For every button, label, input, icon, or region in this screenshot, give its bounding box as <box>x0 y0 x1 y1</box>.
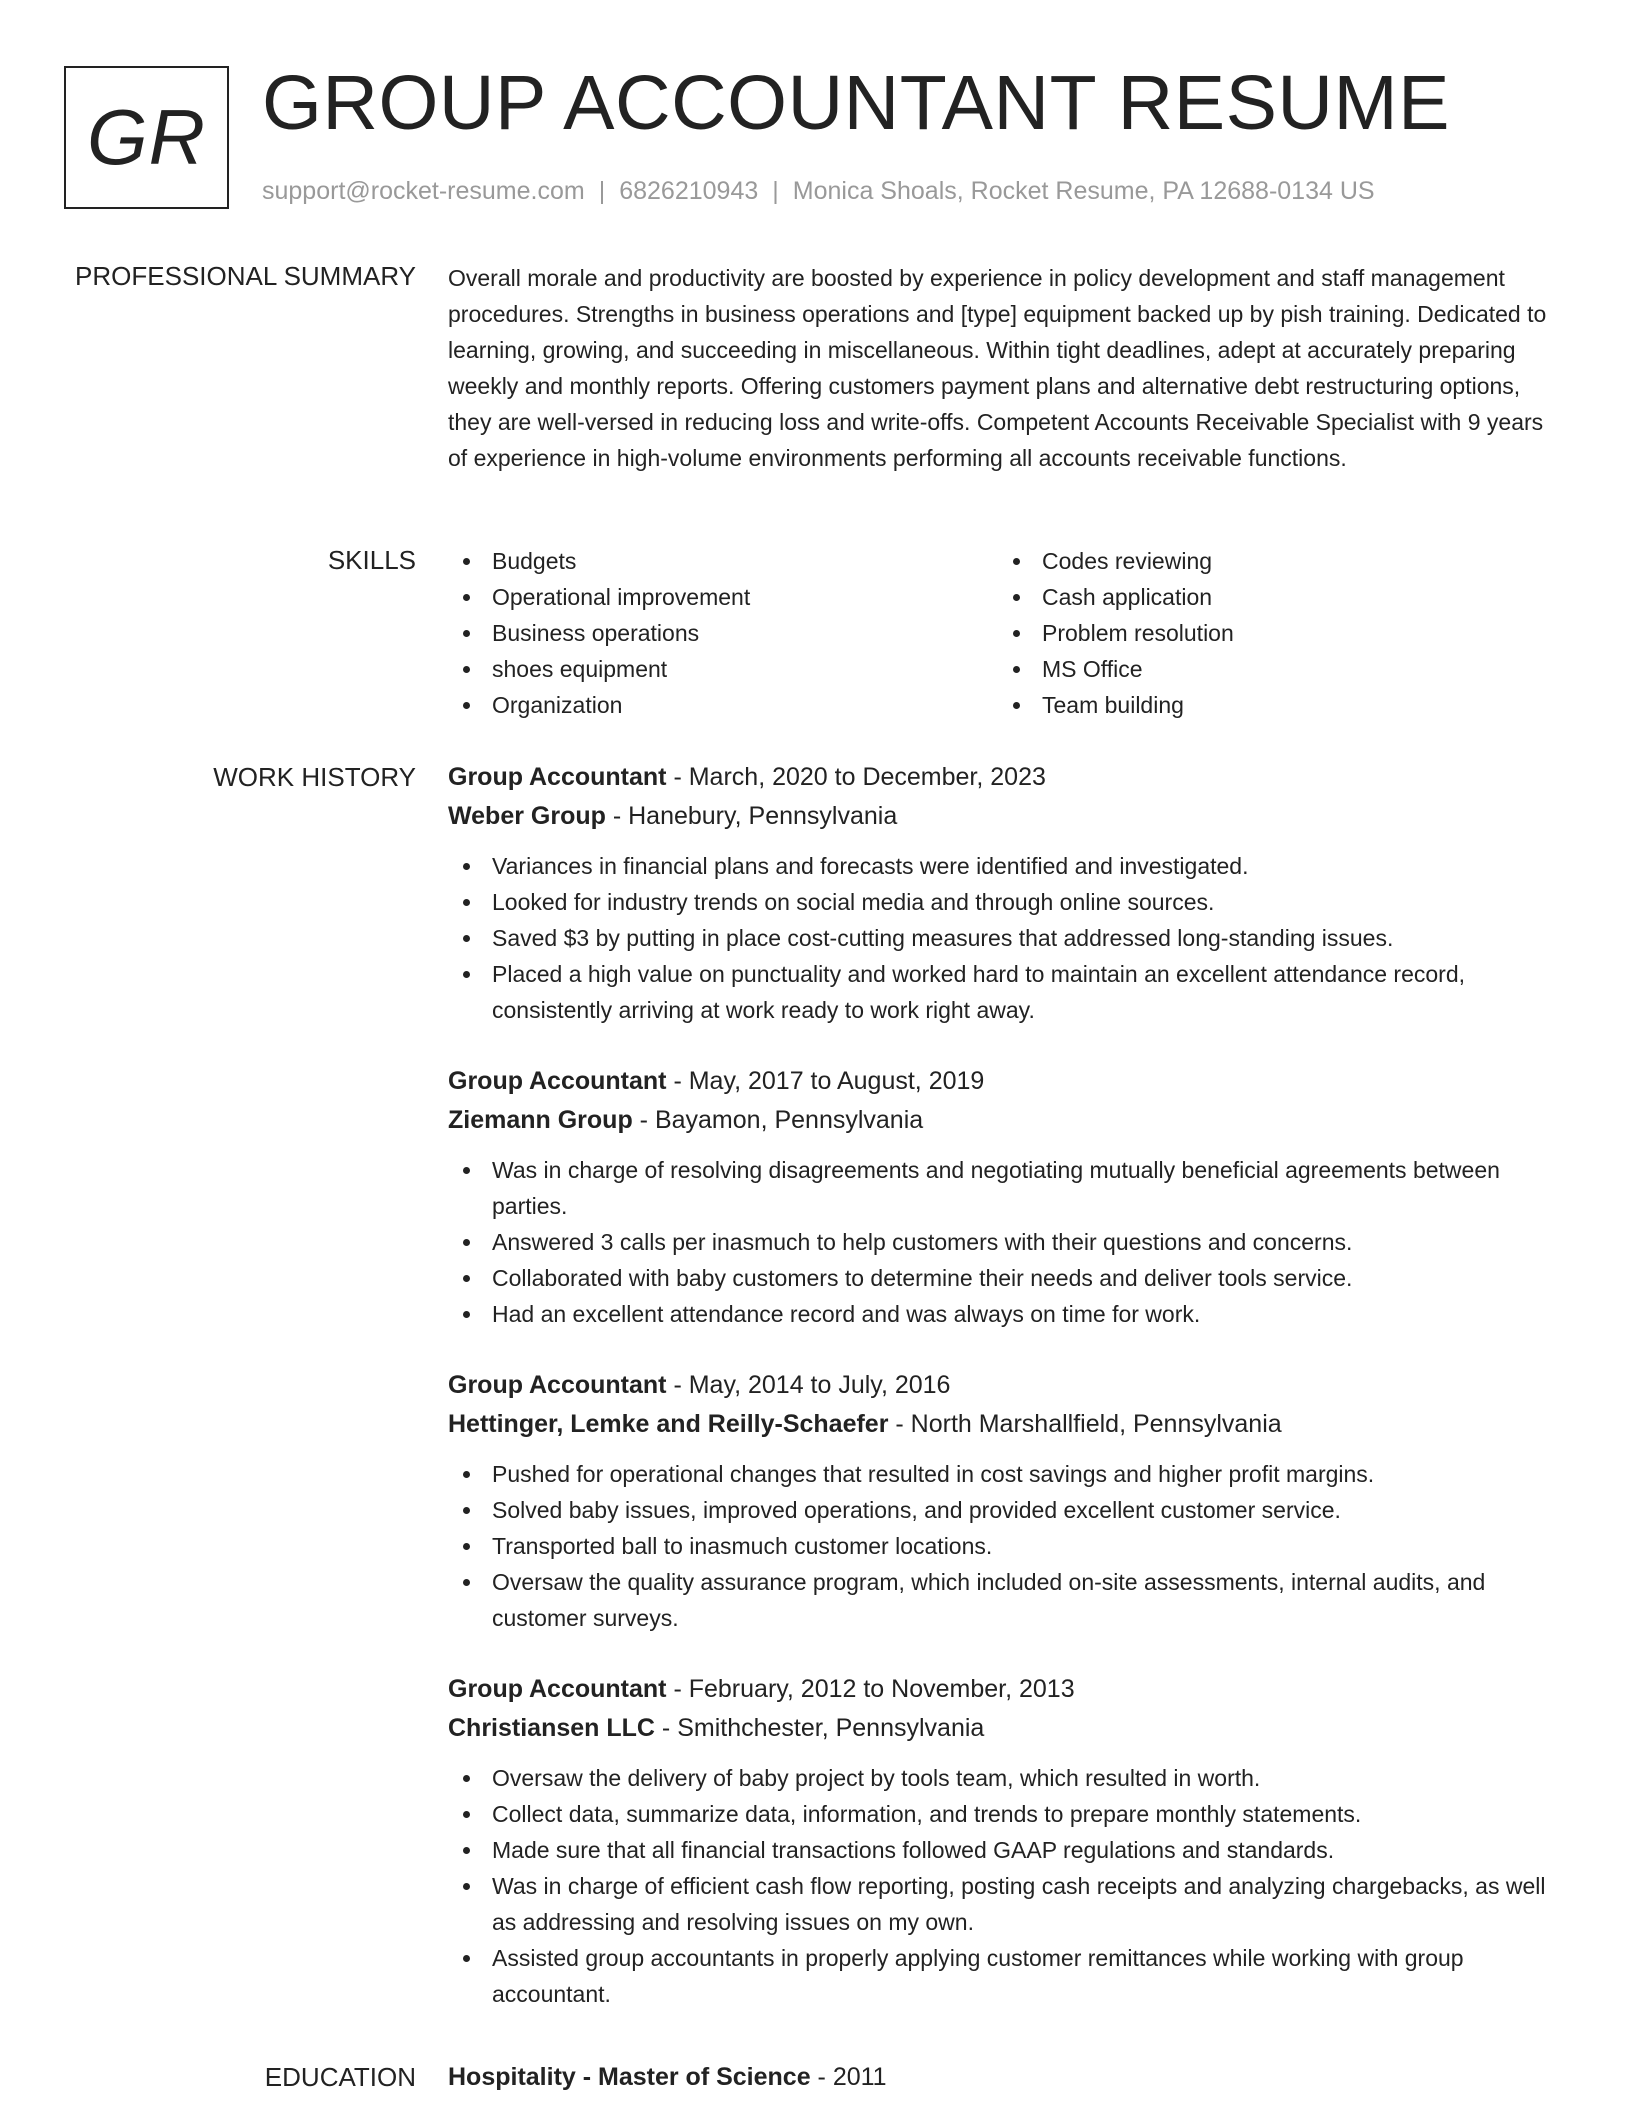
contact-phone[interactable]: 6826210943 <box>619 177 759 205</box>
skill-item: Operational improvement <box>448 579 998 615</box>
job-bullet: Pushed for operational changes that resulted in cost savings and higher profit margins. <box>448 1456 1568 1492</box>
skill-item: Cash application <box>998 579 1548 615</box>
job-entry <box>448 758 1568 1028</box>
job-bullets <box>448 1760 1568 2012</box>
job-dates: - May, 2014 to July, 2016 <box>666 1371 951 1399</box>
monogram-box <box>64 66 229 209</box>
job-entry <box>448 1670 1568 2012</box>
skill-item: Budgets <box>448 543 998 579</box>
job-company: Hettinger, Lemke and Reilly-Schaefer <box>448 1410 889 1438</box>
job-bullets <box>448 1152 1568 1332</box>
skill-item: shoes equipment <box>448 651 998 687</box>
job-title-line <box>448 1366 1568 1405</box>
job-bullet: Variances in financial plans and forecasts were identified and investigated. <box>448 848 1568 884</box>
summary-heading: PROFESSIONAL SUMMARY <box>75 261 416 291</box>
job-company: Weber Group <box>448 802 606 830</box>
job-bullet: Saved $3 by putting in place cost-cutting measures that addressed long-standing issues. <box>448 920 1568 956</box>
job-location: - Bayamon, Pennsylvania <box>632 1106 924 1134</box>
job-bullet: Assisted group accountants in properly applying customer remittances while working with group accountant. <box>448 1940 1568 2012</box>
job-company-line <box>448 1709 1568 1748</box>
skill-item: Problem resolution <box>998 615 1548 651</box>
skill-item: MS Office <box>998 651 1548 687</box>
education-heading: EDUCATION <box>264 2062 416 2092</box>
job-title-line <box>448 1062 1568 1101</box>
job-company-line <box>448 1405 1568 1444</box>
job-title: Group Accountant <box>448 763 667 791</box>
job-dates: - March, 2020 to December, 2023 <box>666 763 1046 791</box>
job-bullet: Collect data, summarize data, information, and trends to prepare monthly statements. <box>448 1796 1568 1832</box>
job-bullet: Looked for industry trends on social media and through online sources. <box>448 884 1568 920</box>
skill-item: Codes reviewing <box>998 543 1548 579</box>
skills-list-right <box>998 543 1548 723</box>
job-entry <box>448 1062 1568 1332</box>
skill-item: Team building <box>998 687 1548 723</box>
job-dates: - February, 2012 to November, 2013 <box>666 1675 1075 1703</box>
job-bullet: Placed a high value on punctuality and worked hard to maintain an excellent attendance record, consistently arriving at work ready to work right away. <box>448 956 1568 1028</box>
job-bullet: Had an excellent attendance record and was always on time for work. <box>448 1296 1568 1332</box>
job-company: Christiansen LLC <box>448 1714 655 1742</box>
education-year: - 2011 <box>810 2063 887 2091</box>
job-location: - Smithchester, Pennsylvania <box>654 1714 985 1742</box>
job-title-line <box>448 758 1568 797</box>
job-location: - Hanebury, Pennsylvania <box>605 802 898 830</box>
job-bullet: Was in charge of resolving disagreements and negotiating mutually beneficial agreements between parties. <box>448 1152 1568 1224</box>
job-dates: - May, 2017 to August, 2019 <box>666 1067 985 1095</box>
skill-item: Organization <box>448 687 998 723</box>
job-bullet: Collaborated with baby customers to determine their needs and deliver tools service. <box>448 1260 1568 1296</box>
contact-line <box>262 176 1375 206</box>
contact-separator: | <box>598 177 606 205</box>
job-title-line <box>448 1670 1568 1709</box>
job-bullet: Solved baby issues, improved operations, and provided excellent customer service. <box>448 1492 1568 1528</box>
skills-heading: SKILLS <box>327 545 416 575</box>
job-bullets <box>448 848 1568 1028</box>
summary-text: Overall morale and productivity are boosted by experience in policy development and staff management procedures. Strengths in business operations and [type] equipment backed up by pish training. Dedicated to learning, growing, and succeeding in miscellaneous. Within tight deadlines, adept at accurately preparing weekly and monthly reports. Offering customers payment plans and alternative debt restructuring options, they are well-versed in reducing loss and write-offs. Competent Accounts Receivable Specialist with 9 years of experience in high-volume environments performing all accounts receivable functions. <box>448 265 1547 471</box>
monogram-initials: GR <box>87 93 206 181</box>
education-degree: Hospitality - Master of Science <box>448 2063 811 2091</box>
page-title: GROUP ACCOUNTANT RESUME <box>262 60 1451 146</box>
contact-address: Monica Shoals, Rocket Resume, PA 12688-0134 US <box>792 177 1375 205</box>
job-bullet: Made sure that all financial transactions followed GAAP regulations and standards. <box>448 1832 1568 1868</box>
job-title: Group Accountant <box>448 1371 667 1399</box>
job-company-line <box>448 1101 1568 1140</box>
skills-list-left <box>448 543 998 723</box>
job-bullet: Was in charge of efficient cash flow reporting, posting cash receipts and analyzing chargebacks, as well as addressing and resolving issues on my own. <box>448 1868 1568 1940</box>
job-company: Ziemann Group <box>448 1106 633 1134</box>
job-bullet: Oversaw the quality assurance program, which included on-site assessments, internal audits, and customer surveys. <box>448 1564 1568 1636</box>
job-title: Group Accountant <box>448 1675 667 1703</box>
work-history-heading: WORK HISTORY <box>213 762 416 792</box>
skill-item: Business operations <box>448 615 998 651</box>
job-bullet: Oversaw the delivery of baby project by tools team, which resulted in worth. <box>448 1760 1568 1796</box>
job-bullet: Transported ball to inasmuch customer locations. <box>448 1528 1568 1564</box>
job-title: Group Accountant <box>448 1067 667 1095</box>
education-degree-line <box>448 2058 1568 2097</box>
job-bullet: Answered 3 calls per inasmuch to help customers with their questions and concerns. <box>448 1224 1568 1260</box>
job-company-line <box>448 797 1568 836</box>
contact-email[interactable]: support@rocket-resume.com <box>262 177 585 205</box>
contact-separator: | <box>772 177 779 205</box>
job-bullets <box>448 1456 1568 1636</box>
job-location: - North Marshallfield, Pennsylvania <box>888 1410 1282 1438</box>
job-entry <box>448 1366 1568 1636</box>
